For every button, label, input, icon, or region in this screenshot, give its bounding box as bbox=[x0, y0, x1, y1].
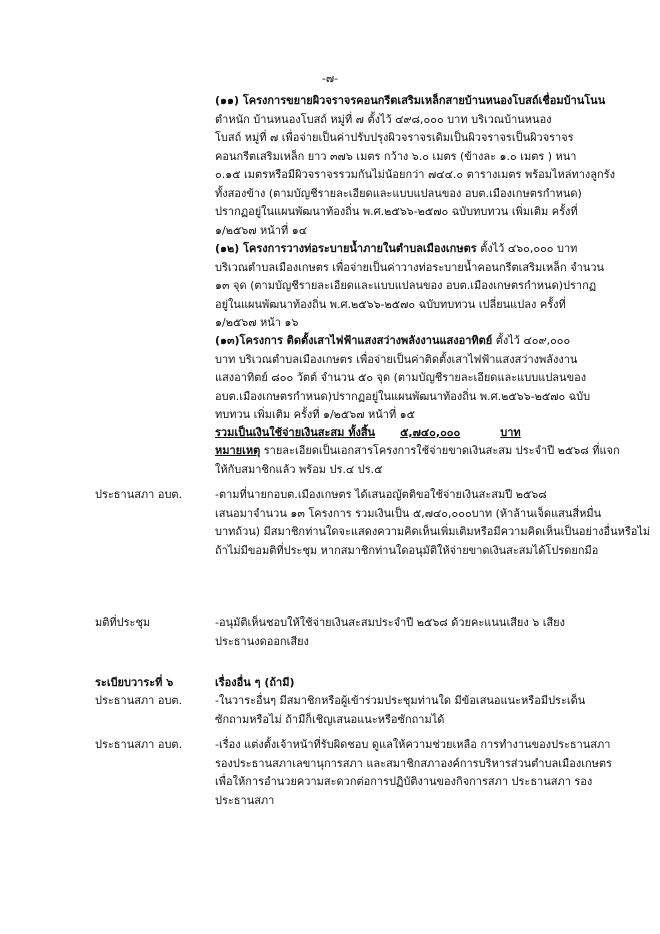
project-11-line: ตำหนัก บ้านหนองโบสถ์ หมู่ที่ ๗ ตั้งไว้ ๔๙๘,๐๐๐ บาท บริเวณบ้านหนอง bbox=[215, 112, 552, 126]
total-label: รวมเป็นเงินใช้จ่ายเงินสะสม ทั้งสิ้น bbox=[215, 426, 376, 439]
note-line bbox=[215, 442, 620, 461]
note-text: รายละเอียดเป็นเอกสารโครงการใช้จ่ายขาดเงินสะสม ประจำปี ๒๕๖๘ ที่แจก bbox=[260, 444, 620, 457]
chair-3-statement bbox=[215, 736, 612, 810]
resolution-line: ประธานงดออกเสียง bbox=[215, 634, 309, 648]
project-12-line: อยู่ในแผนพัฒนาท้องถิ่น พ.ศ.๒๕๖๖-๒๕๗๐ ฉบับทบทวน เปลี่ยนแปลง ครั้งที่ bbox=[215, 297, 566, 311]
total-unit: บาท bbox=[500, 426, 521, 439]
project-12-title: (๑๒) โครงการวางท่อระบายน้ำภายในตำบลเมืองเกษตร bbox=[215, 242, 477, 255]
project-12-line: ๑๓ จุด (ตามบัญชีรายละเอียดและแบบแปลนของ อบต.เมืองเกษตรกำหนด)ปรากฏ bbox=[215, 279, 597, 292]
note-line-2: ให้กับสมาชิกแล้ว พร้อม ปร.๔ ปร.๕ bbox=[215, 462, 383, 476]
project-12-line: บริเวณตำบลเมืองเกษตร เพื่อจ่ายเป็นค่าวางท่อระบายน้ำคอนกรีตเสริมเหล็ก จำนวน bbox=[215, 260, 605, 274]
project-11 bbox=[215, 92, 615, 240]
project-13-line: บาท บริเวณตำบลเมืองเกษตร เพื่อจ่ายเป็นค่าติดตั้งเสาไฟฟ้าแสงสว่างพลังงาน bbox=[215, 352, 578, 366]
project-12-title-line bbox=[215, 240, 604, 259]
project-11-line: ปรากฏอยู่ในแผนพัฒนาท้องถิ่น พ.ศ.๒๕๖๖-๒๕๗๐ ฉบับทบทวน เพิ่มเติม ครั้งที่ bbox=[215, 205, 578, 218]
project-13-title: (๑๓)โครงการ ติดตั้งเสาไฟฟ้าแสงสว่างพลังงานแสงอาทิตย์ bbox=[215, 334, 493, 347]
project-13-line: ทบทวน เพิ่มเติม ครั้งที่ ๑/๒๕๖๗ หน้าที่ ๑๕ bbox=[215, 408, 415, 421]
project-12-line: ๑/๒๕๖๗ หน้า ๑๖ bbox=[215, 316, 299, 329]
agenda-6-label: ระเบียบวาระที่ ๖ bbox=[95, 676, 174, 689]
chair-2-line: -ในวาระอื่นๆ มีสมาชิกหรือผู้เข้าร่วมประชุมท่านใด มีข้อเสนอแนะหรือมีประเด็น bbox=[215, 694, 586, 707]
project-11-title: (๑๑) โครงการขยายผิวจราจรคอนกรีตเสริมเหล็กสายบ้านหนองโบสถ์เชื่อมบ้านโนน bbox=[215, 94, 606, 107]
agenda-6-title: เรื่องอื่น ๆ (ถ้ามี) bbox=[215, 676, 295, 689]
chair-3-line: เพื่อให้การอำนวยความสะดวกต่อการปฏิบัติงานของกิจการสภา ประธานสภา รอง bbox=[215, 775, 593, 788]
project-11-line: ๐.๑๕ เมตรหรือมีผิวจราจรรวมกันไม่น้อยกว่า ๗๔๔.๐ ตารางเมตร พร้อมไหล่ทางลูกรัง bbox=[215, 168, 615, 181]
chair-1-line: ถ้าไม่มีขอมติที่ประชุม หากสมาชิกท่านใดอนุมัติให้จ่ายขาดเงินสะสมได้โปรดยกมือ bbox=[215, 543, 599, 557]
note-label: หมายเหตุ bbox=[215, 444, 261, 457]
speaker-resolution: มติที่ประชุม bbox=[95, 616, 151, 629]
project-11-line: โบสถ์ หมู่ที่ ๗ เพื่อจ่ายเป็นค่าปรับปรุงผิวจราจรเดิมเป็นผิวจราจรเป็นผิวจราจร bbox=[215, 131, 574, 144]
project-13-line: อบต.เมืองเกษตรกำหนด)ปรากฏอยู่ในแผนพัฒนาท้องถิ่น พ.ศ.๒๕๖๖-๒๕๗๐ ฉบับ bbox=[215, 389, 591, 403]
speaker-chair-1: ประธานสภา อบต. bbox=[95, 488, 183, 501]
page-number: -๗- bbox=[321, 72, 339, 85]
chair-2-line: ซักถามหรือไม่ ถ้ามีก็เชิญเสนอแนะหรือซักถามได้ bbox=[215, 712, 445, 726]
chair-3-line: ประธานสภา bbox=[215, 793, 275, 807]
project-13 bbox=[215, 332, 590, 425]
chair-1-line: บาทถ้วน) มีสมาชิกท่านใดจะแสดงความคิดเห็นเพิ่มเติมหรือมีความคิดเห็นเป็นอย่างอื่นหรือไม่ bbox=[215, 525, 651, 538]
chair-3-line: -เรื่อง แต่งตั้งเจ้าหน้าที่รับผิดชอบ ดูแลให้ความช่วยเหลือ การทำงานของประธานสภา bbox=[215, 738, 611, 751]
resolution-text bbox=[215, 614, 565, 651]
resolution-line: -อนุมัติเห็นชอบให้ใช้จ่ายเงินสะสมประจำปี ๒๕๖๘ ด้วยคะแนนเสียง ๖ เสียง bbox=[215, 616, 565, 629]
project-13-budget: ตั้งไว้ ๔๐๙,๐๐๐ bbox=[492, 334, 571, 347]
chair-2-statement bbox=[215, 692, 585, 729]
chair-1-line: เสนอมาจำนวน ๑๓ โครงการ รวมเงินเป็น ๕,๗๔๐,๐๐๐บาท (ห้าล้านเจ็ดแสนสี่หมื่น bbox=[215, 506, 602, 520]
chair-3-line: รองประธานสภาเลขานุการสภา และสมาชิกสภาองค์การบริหารส่วนตำบลเมืองเกษตร bbox=[215, 756, 612, 770]
project-13-line: แสงอาทิตย์ ๘๐๐ วัตต์ จำนวน ๕๐ จุด (ตามบัญชีรายละเอียดและแบบแปลนของ bbox=[215, 371, 587, 384]
chair-1-line: -ตามที่นายกอบต.เมืองเกษตร ได้เสนอญัตติขอใช้จ่ายเงินสะสมปี ๒๕๖๘ bbox=[215, 488, 547, 501]
total-line bbox=[215, 424, 521, 443]
project-12-budget: ตั้งไว้ ๔๖๐,๐๐๐ บาท bbox=[476, 242, 578, 255]
project-12 bbox=[215, 240, 604, 333]
project-11-line: คอนกรีตเสริมเหล็ก ยาว ๓๗๖ เมตร กว้าง ๖.๐ เมตร (ข้างละ ๑.๐ เมตร ) หนา bbox=[215, 149, 577, 163]
project-11-line: ๑/๒๕๖๗ หน้าที่ ๑๔ bbox=[215, 223, 308, 237]
speaker-chair-3: ประธานสภา อบต. bbox=[95, 738, 183, 751]
chair-1-statement bbox=[215, 486, 650, 560]
total-amount: ๕,๗๔๐,๐๐๐ bbox=[400, 426, 461, 439]
project-11-line: ทั้งสองข้าง (ตามบัญชีรายละเอียดและแบบแปลนของ อบต.เมืองเกษตรกำหนด) bbox=[215, 186, 582, 200]
note bbox=[215, 442, 620, 479]
speaker-chair-2: ประธานสภา อบต. bbox=[95, 694, 183, 707]
project-13-title-line bbox=[215, 332, 590, 351]
